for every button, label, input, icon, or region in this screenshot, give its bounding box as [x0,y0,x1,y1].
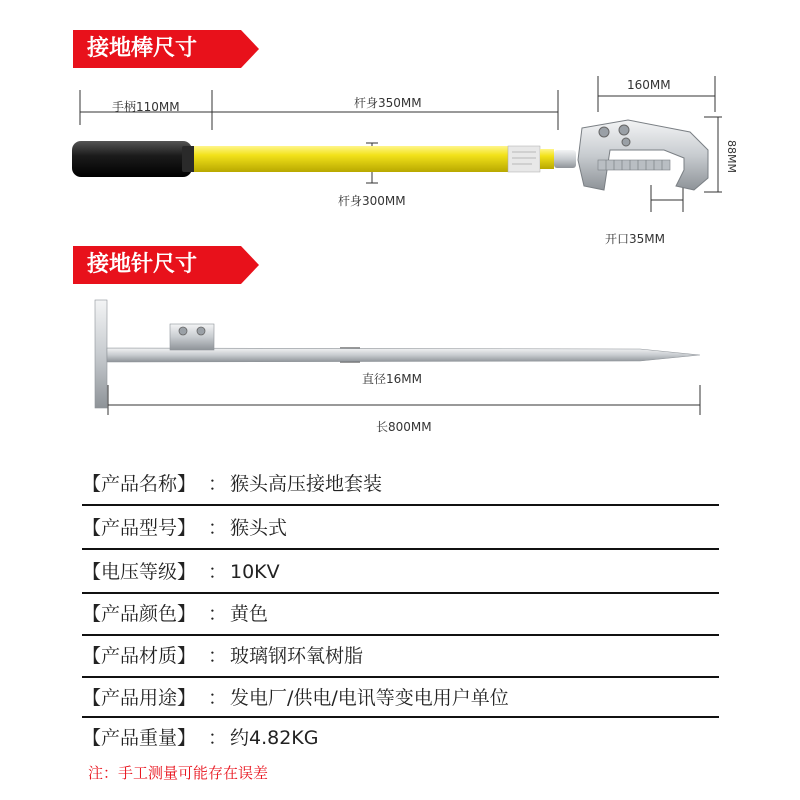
spec-label: 【产品名称】 [82,473,197,495]
spec-value: 10KV [230,561,280,583]
spec-row-color [82,596,719,632]
measurement-note: 注：手工测量可能存在误差 [88,764,269,782]
spec-separator: ： [208,603,228,625]
spec-label: 【产品颜色】 [82,603,197,625]
spec-row-weight [82,720,719,756]
pin-size-title: 接地针尺寸 [87,252,198,277]
spec-separator: ： [208,473,228,495]
spec-separator: ： [208,727,228,749]
shaft-length-label: 杆身350MM [354,96,422,110]
grounding-rod-illustration [72,120,708,190]
spec-row-model [82,510,719,546]
rod-handle [72,141,192,177]
pin-t-handle [95,300,107,408]
handle-length-label: 手柄110MM [112,100,180,114]
clamp-opening-label: 开口35MM [605,232,665,246]
spec-label: 【产品重量】 [82,727,197,749]
spec-divider [82,676,719,678]
spec-row-name [82,466,719,502]
spec-separator: ： [208,561,228,583]
spec-label: 【电压等级】 [82,561,197,583]
spec-divider [82,634,719,636]
shaft-lower-length-label: 杆身300MM [338,194,406,208]
clamp-screw [598,160,670,170]
rod-shaft [194,146,508,172]
spec-separator: ： [208,687,228,709]
spec-value: 猴头高压接地套装 [230,473,383,495]
spec-value: 黄色 [230,603,269,625]
spec-label: 【产品型号】 [82,517,197,539]
spec-row-material [82,638,719,674]
spec-label: 【产品用途】 [82,687,197,709]
spec-divider [82,592,719,594]
spec-row-voltage [82,554,719,590]
monkey-head-clamp [578,120,708,190]
spec-divider [82,504,719,506]
spec-value: 玻璃钢环氧树脂 [230,645,364,667]
spec-value: 约4.82KG [230,727,319,749]
spec-value: 发电厂/供电/电讯等变电用户单位 [230,687,509,709]
rod-size-title: 接地棒尺寸 [87,36,198,61]
spec-divider [82,548,719,550]
pin-length-label: 长800MM [376,420,432,434]
spec-label: 【产品材质】 [82,645,197,667]
grounding-pin-illustration [95,300,700,408]
spec-divider [82,716,719,718]
clamp-height-label: 88MM [725,140,738,173]
clamp-width-label: 160MM [627,78,671,92]
spec-row-usage [82,680,719,716]
pin-diameter-label: 直径16MM [362,372,422,386]
spec-value: 猴头式 [230,517,288,539]
pin-clamp-plate [170,324,214,350]
spec-separator: ： [208,517,228,539]
spec-separator: ： [208,645,228,667]
